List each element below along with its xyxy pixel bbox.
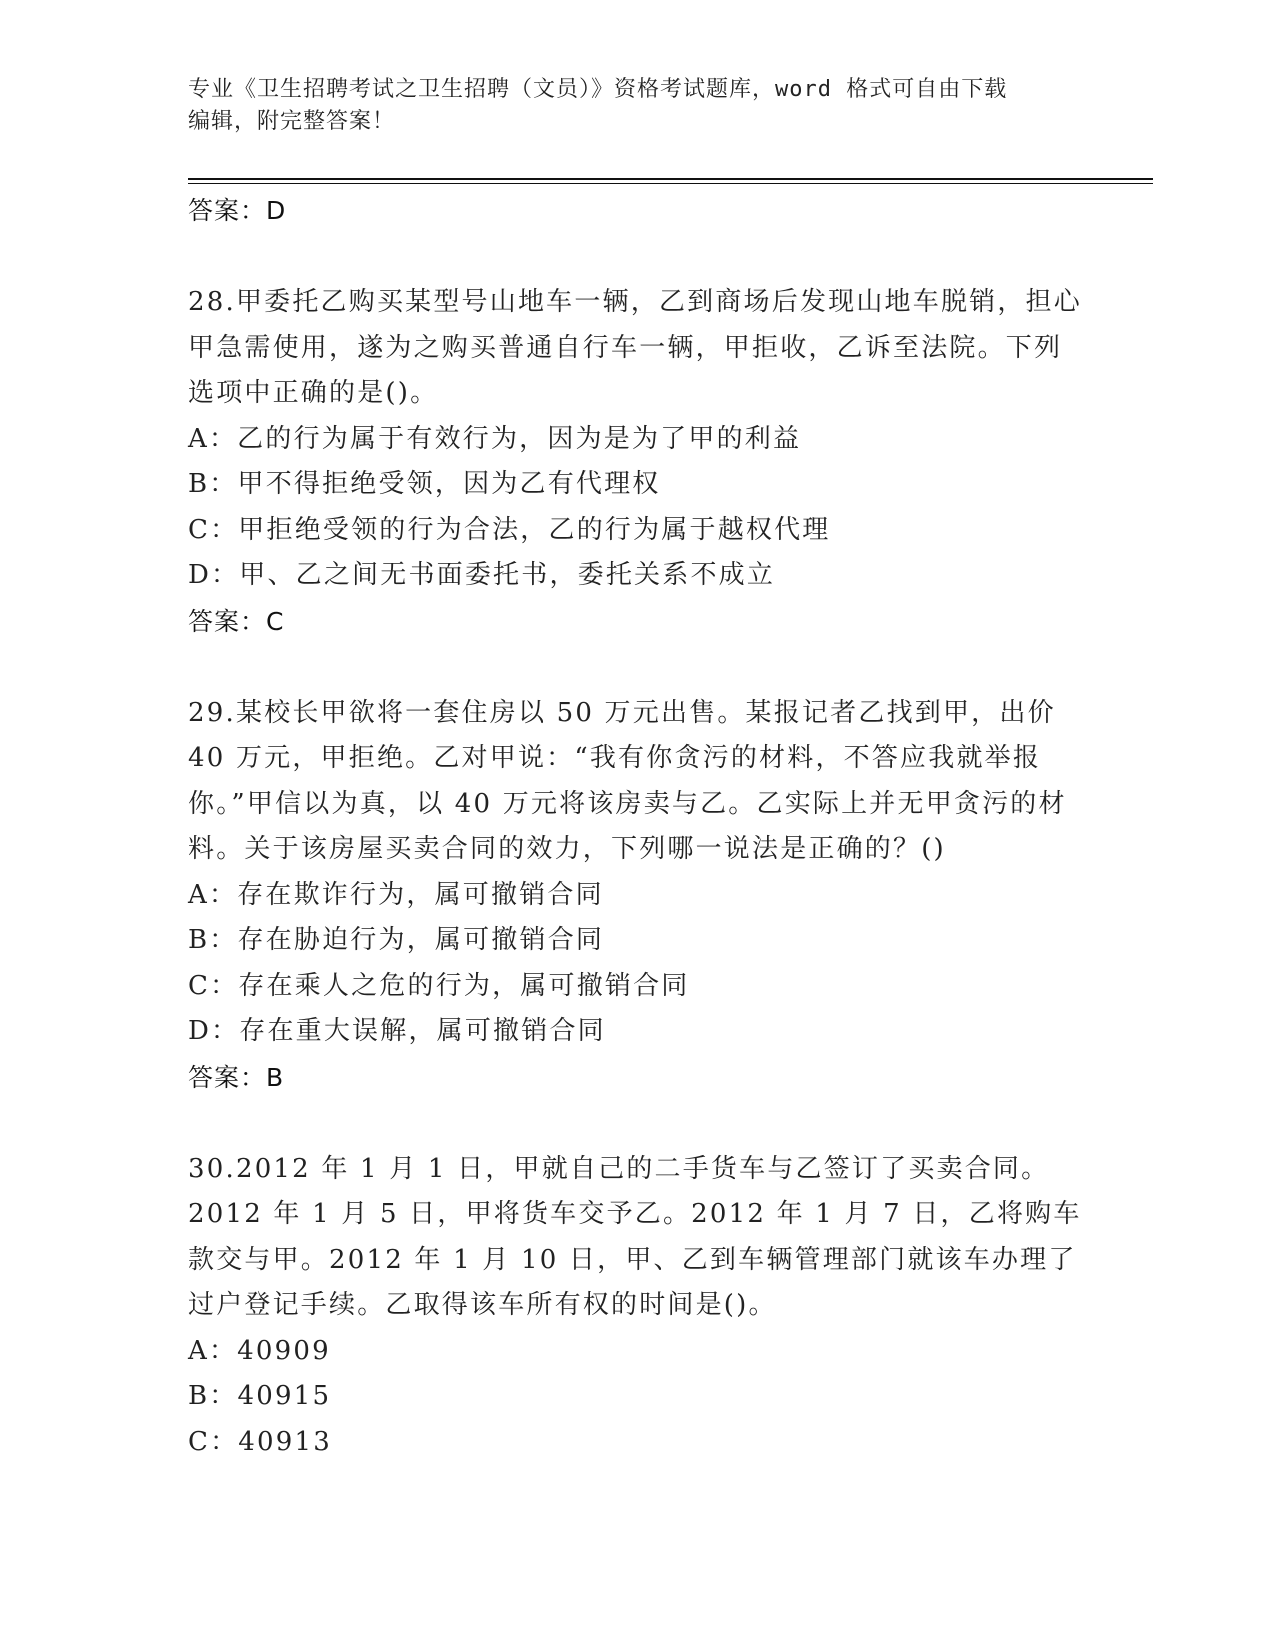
option-c: C：甲拒绝受领的行为合法，乙的行为属于越权代理 <box>188 514 831 545</box>
question-stem: 30.2012 年 1 月 1 日，甲就自己的二手货车与乙签订了买卖合同。2012 年 1 月 5 日，甲将货车交予乙。2012 年 1 月 7 日，乙将购车款交与甲。2012 年 1 月 10 日，甲、乙到车辆管理部门就该车办理了过户登记手续。乙取得该车所有权的时间是()。 <box>188 1153 1082 1320</box>
question-answer: 答案：B <box>188 1062 285 1092</box>
header-divider-thin <box>188 183 1153 184</box>
question-30 <box>188 1147 1088 1466</box>
document-header <box>188 74 1088 138</box>
question-29 <box>188 691 1088 1101</box>
option-b: B：40915 <box>188 1381 332 1411</box>
question-stem: 28.甲委托乙购买某型号山地车一辆，乙到商场后发现山地车脱销，担心甲急需使用，遂为之购买普通自行车一辆，甲拒收，乙诉至法院。下列选项中正确的是()。 <box>188 287 1082 408</box>
option-a: A：乙的行为属于有效行为，因为是为了甲的利益 <box>188 423 802 454</box>
option-c: C：存在乘人之危的行为，属可撤销合同 <box>188 970 690 1001</box>
option-d: D：存在重大误解，属可撤销合同 <box>188 1016 606 1046</box>
document-body <box>188 188 1088 1465</box>
option-b: B：甲不得拒绝受领，因为乙有代理权 <box>188 469 661 499</box>
option-b: B：存在胁迫行为，属可撤销合同 <box>188 925 605 955</box>
header-line-2: 编辑，附完整答案！ <box>188 109 396 134</box>
option-a: A：40909 <box>188 1335 331 1366</box>
header-line-1: 专业《卫生招聘考试之卫生招聘（文员）》资格考试题库，word 格式可自由下载 <box>188 77 1008 102</box>
option-c: C：40913 <box>188 1426 333 1457</box>
option-d: D：甲、乙之间无书面委托书，委托关系不成立 <box>188 560 776 590</box>
question-stem: 29.某校长甲欲将一套住房以 50 万元出售。某报记者乙找到甲，出价 40 万元，甲拒绝。乙对甲说：“我有你贪污的材料，不答应我就举报你。”甲信以为真，以 40 万元将该房卖与乙。乙实际上并无甲贪污的材料。关于该房屋买卖合同的效力，下列哪一说法是正确的？() <box>188 697 1067 864</box>
question-answer: 答案：C <box>188 606 285 636</box>
header-divider-thick <box>188 178 1153 180</box>
question-28 <box>188 280 1088 645</box>
previous-answer: 答案：D <box>188 196 287 225</box>
option-a: A：存在欺诈行为，属可撤销合同 <box>188 879 604 910</box>
